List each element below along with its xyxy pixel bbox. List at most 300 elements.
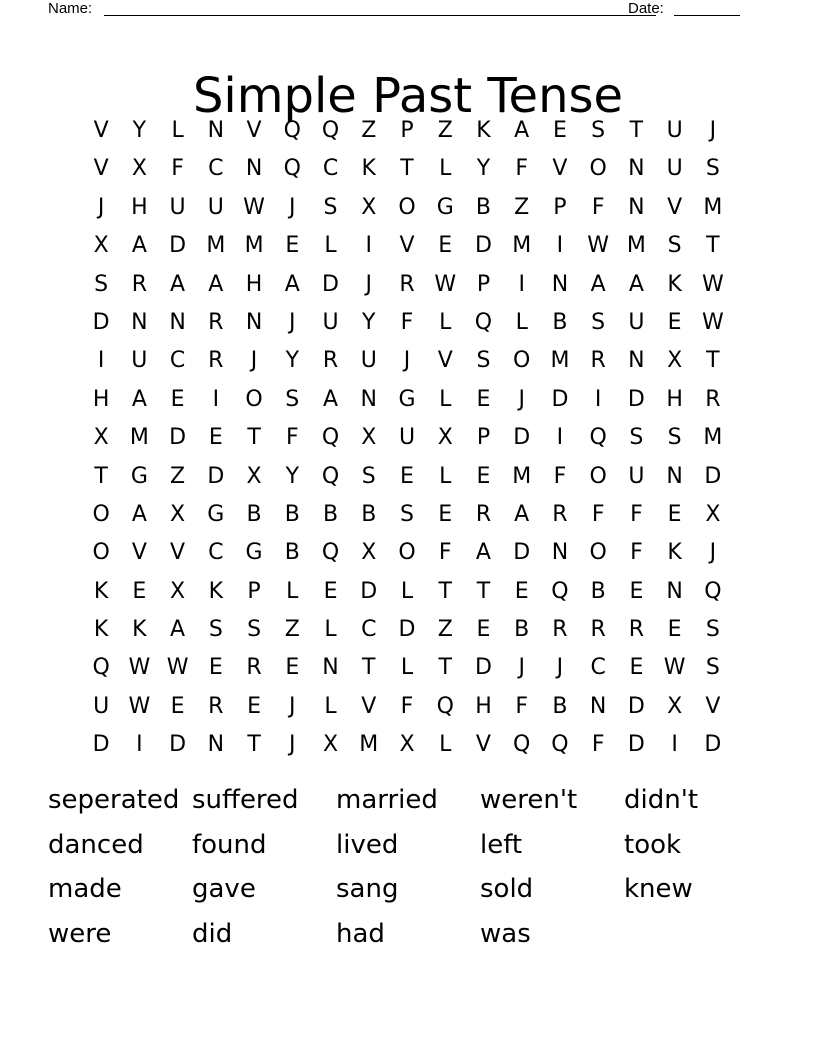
grid-letter[interactable]: J — [518, 655, 525, 681]
grid-letter[interactable]: E — [514, 578, 529, 604]
grid-letter[interactable]: Z — [284, 617, 300, 643]
grid-letter[interactable]: T — [247, 732, 261, 758]
grid-letter[interactable]: Q — [321, 118, 340, 143]
grid-letter[interactable]: D — [169, 233, 187, 259]
grid-letter[interactable]: G — [245, 540, 263, 566]
grid-letter[interactable]: K — [667, 271, 682, 297]
grid-letter[interactable]: F — [591, 501, 605, 527]
grid-letter[interactable]: T — [476, 578, 491, 604]
word-bank-item: weren't — [480, 785, 578, 815]
grid-letter[interactable]: A — [170, 617, 186, 643]
grid-letter[interactable]: F — [591, 732, 605, 758]
grid-letter[interactable]: T — [706, 233, 720, 259]
grid-letter[interactable]: X — [131, 156, 147, 182]
grid-letter[interactable]: S — [285, 386, 300, 412]
grid-letter[interactable]: X — [170, 501, 186, 527]
grid-letter[interactable]: B — [322, 501, 339, 527]
grid-letter[interactable]: E — [552, 118, 567, 143]
grid-letter[interactable]: S — [705, 655, 720, 681]
grid-letter[interactable]: O — [398, 194, 416, 220]
grid-letter[interactable]: N — [360, 386, 377, 412]
grid-letter[interactable]: U — [322, 309, 339, 335]
grid-letter[interactable]: H — [475, 693, 492, 719]
grid-letter[interactable]: S — [591, 118, 606, 143]
grid-letter[interactable]: X — [322, 732, 339, 758]
grid-letter[interactable]: V — [667, 194, 683, 220]
grid-letter[interactable]: P — [553, 194, 567, 220]
grid-letter[interactable]: F — [591, 194, 605, 220]
grid-letter[interactable]: G — [130, 463, 148, 489]
grid-letter[interactable]: L — [439, 463, 452, 489]
grid-letter[interactable]: M — [626, 233, 646, 259]
grid-letter[interactable]: X — [246, 463, 262, 489]
grid-letter[interactable]: B — [590, 578, 606, 604]
grid-letter[interactable]: V — [170, 540, 186, 566]
grid-row — [82, 342, 732, 380]
grid-letter[interactable]: E — [667, 501, 682, 527]
grid-letter[interactable]: A — [322, 386, 339, 412]
grid-letter[interactable]: C — [169, 348, 186, 374]
grid-letter[interactable]: L — [439, 386, 452, 412]
grid-letter[interactable]: I — [365, 233, 372, 259]
grid-letter[interactable]: U — [93, 693, 110, 719]
grid-letter[interactable]: L — [439, 309, 452, 335]
grid-letter[interactable]: E — [170, 693, 185, 719]
grid-letter[interactable]: X — [667, 693, 683, 719]
grid-letter[interactable]: V — [246, 118, 262, 143]
grid-letter[interactable]: Q — [551, 578, 569, 604]
grid-letter[interactable]: P — [400, 118, 414, 143]
grid-letter[interactable]: L — [400, 578, 414, 604]
grid-letter[interactable]: S — [476, 348, 491, 374]
grid-letter[interactable]: V — [705, 693, 721, 719]
grid-letter[interactable]: R — [628, 617, 645, 643]
grid-letter[interactable]: L — [439, 156, 452, 182]
grid-letter[interactable]: E — [247, 693, 261, 719]
grid-letter[interactable]: T — [94, 463, 108, 489]
grid-letter[interactable]: F — [171, 156, 184, 182]
grid-letter[interactable]: D — [704, 732, 722, 758]
grid-letter[interactable]: I — [556, 425, 564, 451]
grid-letter[interactable]: A — [208, 271, 224, 297]
grid-letter[interactable]: O — [589, 463, 607, 489]
grid-letter[interactable]: J — [289, 309, 296, 335]
grid-letter[interactable]: R — [208, 309, 224, 335]
grid-letter[interactable]: U — [360, 348, 377, 374]
grid-letter[interactable]: Q — [283, 118, 301, 143]
grid-letter[interactable]: V — [475, 732, 491, 758]
grid-letter[interactable]: L — [439, 732, 452, 758]
grid-letter[interactable]: I — [212, 386, 220, 412]
grid-letter[interactable]: W — [701, 309, 724, 335]
grid-letter[interactable]: I — [594, 386, 602, 412]
grid-letter[interactable]: N — [207, 118, 225, 143]
grid-letter[interactable]: A — [514, 501, 530, 527]
grid-letter[interactable]: L — [324, 693, 337, 719]
grid-letter[interactable]: L — [400, 655, 414, 681]
grid-letter[interactable]: N — [245, 309, 263, 335]
grid-letter[interactable]: N — [628, 156, 645, 182]
grid-letter[interactable]: B — [361, 501, 377, 527]
grid-letter[interactable]: O — [92, 501, 110, 527]
grid-letter[interactable]: R — [131, 271, 147, 297]
grid-letter[interactable]: L — [286, 578, 299, 604]
grid-letter[interactable]: F — [400, 693, 414, 719]
grid-letter[interactable]: D — [207, 463, 225, 489]
grid-letter[interactable]: K — [93, 578, 109, 604]
grid-letter[interactable]: E — [323, 578, 338, 604]
grid-letter[interactable]: M — [359, 732, 379, 758]
grid-letter[interactable]: J — [97, 194, 105, 220]
grid-letter[interactable]: M — [244, 233, 264, 259]
grid-letter[interactable]: S — [361, 463, 376, 489]
page-title: Simple Past Tense — [192, 68, 624, 125]
grid-letter[interactable]: I — [671, 732, 678, 758]
grid-letter[interactable]: O — [398, 540, 416, 566]
grid-letter[interactable]: B — [284, 501, 300, 527]
grid-letter[interactable]: D — [627, 386, 645, 412]
grid-letter[interactable]: N — [551, 540, 569, 566]
grid-letter[interactable]: H — [92, 386, 110, 412]
grid-letter[interactable]: X — [361, 194, 377, 220]
grid-letter[interactable]: R — [475, 501, 492, 527]
grid-letter[interactable]: Q — [92, 655, 110, 681]
grid-letter[interactable]: U — [628, 309, 645, 335]
grid-letter[interactable]: R — [590, 348, 606, 374]
grid-letter[interactable]: N — [207, 732, 225, 758]
grid-letter[interactable]: K — [208, 578, 224, 604]
grid-letter[interactable]: D — [169, 425, 187, 451]
grid-letter[interactable]: I — [97, 348, 105, 374]
grid-letter[interactable]: T — [629, 118, 644, 143]
grid-letter[interactable]: K — [361, 156, 376, 182]
grid-letter[interactable]: M — [129, 425, 149, 451]
grid-letter[interactable]: Q — [551, 732, 569, 758]
grid-letter[interactable]: X — [399, 732, 415, 758]
grid-letter[interactable]: S — [629, 425, 644, 451]
grid-letter[interactable]: U — [666, 156, 683, 182]
grid-letter[interactable]: F — [630, 540, 643, 566]
grid-letter[interactable]: M — [703, 194, 723, 220]
grid-letter[interactable]: N — [628, 194, 645, 220]
grid-letter[interactable]: R — [552, 501, 568, 527]
grid-letter[interactable]: U — [207, 194, 224, 220]
grid-letter[interactable]: R — [705, 386, 721, 412]
grid-letter[interactable]: J — [365, 271, 372, 297]
grid-letter[interactable]: E — [476, 463, 491, 489]
grid-letter[interactable]: R — [246, 655, 262, 681]
grid-letter[interactable]: K — [667, 540, 682, 566]
grid-letter[interactable]: D — [704, 463, 722, 489]
grid-letter[interactable]: T — [400, 156, 414, 182]
grid-letter[interactable]: X — [667, 348, 683, 374]
grid-letter[interactable]: E — [629, 578, 644, 604]
grid-letter[interactable]: F — [400, 309, 414, 335]
grid-letter[interactable]: Q — [321, 540, 340, 566]
grid-letter[interactable]: C — [208, 540, 224, 566]
grid-letter[interactable]: E — [285, 655, 300, 681]
grid-letter[interactable]: Y — [132, 118, 147, 143]
grid-letter[interactable]: Y — [285, 348, 300, 374]
grid-letter[interactable]: U — [666, 118, 683, 143]
grid-letter[interactable]: A — [284, 271, 300, 297]
grid-letter[interactable]: Z — [437, 617, 453, 643]
grid-row — [82, 381, 732, 419]
grid-letter[interactable]: Z — [437, 118, 453, 143]
grid-letter[interactable]: O — [589, 156, 607, 182]
grid-letter[interactable]: S — [400, 501, 414, 527]
grid-letter[interactable]: F — [515, 693, 529, 719]
grid-letter[interactable]: A — [131, 501, 147, 527]
grid-letter[interactable]: L — [324, 617, 337, 643]
grid-letter[interactable]: N — [666, 578, 683, 604]
grid-letter[interactable]: R — [208, 693, 224, 719]
grid-letter[interactable]: E — [476, 386, 491, 412]
grid-letter[interactable]: O — [513, 348, 531, 374]
grid-letter[interactable]: P — [476, 271, 491, 297]
grid-letter[interactable]: R — [590, 617, 606, 643]
grid-letter[interactable]: X — [170, 578, 186, 604]
grid-letter[interactable]: V — [437, 348, 453, 374]
grid-letter[interactable]: P — [476, 425, 491, 451]
grid-letter[interactable]: F — [553, 463, 567, 489]
grid-letter[interactable]: G — [436, 194, 454, 220]
grid-letter[interactable]: Z — [514, 194, 530, 220]
grid-letter[interactable]: E — [629, 655, 644, 681]
grid-letter[interactable]: D — [513, 540, 531, 566]
grid-letter[interactable]: X — [437, 425, 453, 451]
grid-letter[interactable]: D — [474, 233, 492, 259]
grid-letter[interactable]: O — [92, 540, 110, 566]
grid-letter[interactable]: I — [136, 732, 143, 758]
word-bank-item: knew — [624, 874, 693, 905]
grid-letter[interactable]: K — [476, 118, 491, 143]
grid-letter[interactable]: W — [128, 693, 151, 719]
grid-letter[interactable]: W — [243, 194, 265, 220]
grid-letter[interactable]: M — [550, 348, 570, 374]
grid-letter[interactable]: J — [289, 194, 296, 220]
grid-letter[interactable]: D — [169, 732, 187, 758]
grid-letter[interactable]: X — [361, 540, 377, 566]
grid-letter[interactable]: L — [171, 118, 184, 143]
grid-letter[interactable]: X — [361, 425, 377, 451]
grid-letter[interactable]: F — [630, 501, 643, 527]
grid-letter[interactable]: I — [518, 271, 525, 297]
grid-letter[interactable]: S — [705, 156, 720, 182]
grid-letter[interactable]: D — [627, 693, 645, 719]
grid-letter[interactable]: B — [284, 540, 300, 566]
grid-letter[interactable]: S — [667, 233, 682, 259]
grid-letter[interactable]: O — [589, 540, 607, 566]
grid-letter[interactable]: N — [245, 156, 263, 182]
grid-letter[interactable]: E — [208, 655, 223, 681]
grid-letter[interactable]: C — [208, 156, 224, 182]
grid-letter[interactable]: S — [667, 425, 682, 451]
grid-letter[interactable]: Q — [436, 693, 454, 719]
name-line[interactable] — [104, 15, 656, 16]
grid-letter[interactable]: V — [399, 233, 415, 259]
grid-letter[interactable]: X — [93, 425, 109, 451]
grid-letter[interactable]: S — [94, 271, 109, 297]
grid-letter[interactable]: P — [247, 578, 261, 604]
grid-letter[interactable]: J — [518, 386, 525, 412]
grid-letter[interactable]: J — [556, 655, 564, 681]
word-bank — [48, 778, 768, 957]
grid-letter[interactable]: R — [399, 271, 415, 297]
grid-letter[interactable]: B — [475, 194, 491, 220]
grid-letter[interactable]: C — [322, 156, 339, 182]
grid-letter[interactable]: U — [398, 425, 416, 451]
grid-letter[interactable]: A — [131, 386, 147, 412]
grid-letter[interactable]: E — [667, 309, 682, 335]
grid-letter[interactable]: N — [551, 271, 569, 297]
grid-letter[interactable]: D — [474, 655, 492, 681]
grid-letter[interactable]: M — [206, 233, 226, 259]
grid-letter[interactable]: R — [552, 617, 568, 643]
grid-letter[interactable]: S — [323, 194, 338, 220]
date-line[interactable] — [674, 15, 740, 16]
grid-letter[interactable]: F — [515, 156, 529, 182]
grid-letter[interactable]: W — [701, 271, 724, 297]
grid-letter[interactable]: D — [551, 386, 569, 412]
grid-letter[interactable]: E — [132, 578, 147, 604]
grid-letter[interactable]: V — [93, 118, 109, 143]
grid-letter[interactable]: H — [131, 194, 148, 220]
grid-letter[interactable]: C — [361, 617, 377, 643]
grid-letter[interactable]: N — [628, 348, 645, 374]
grid-letter[interactable]: Z — [170, 463, 186, 489]
grid-letter[interactable]: N — [131, 309, 148, 335]
grid-letter[interactable]: M — [512, 233, 532, 259]
grid-letter[interactable]: Z — [361, 118, 377, 143]
grid-letter[interactable]: N — [666, 463, 683, 489]
grid-row — [82, 227, 732, 265]
grid-letter[interactable]: D — [627, 732, 645, 758]
grid-letter[interactable]: B — [552, 693, 568, 719]
grid-letter[interactable]: T — [247, 425, 261, 451]
grid-letter[interactable]: K — [132, 617, 147, 643]
grid-letter[interactable]: A — [514, 118, 530, 143]
grid-letter[interactable]: A — [590, 271, 606, 297]
grid-letter[interactable]: X — [93, 233, 109, 259]
grid-letter[interactable]: E — [438, 501, 453, 527]
grid-letter[interactable]: Q — [589, 425, 607, 451]
grid-letter[interactable]: V — [131, 540, 147, 566]
grid-letter[interactable]: Q — [321, 463, 340, 489]
grid-letter[interactable]: S — [705, 617, 720, 643]
grid-letter[interactable]: X — [705, 501, 721, 527]
grid-letter[interactable]: H — [245, 271, 263, 297]
grid-letter[interactable]: N — [589, 693, 607, 719]
grid-letter[interactable]: E — [667, 617, 682, 643]
grid-letter[interactable]: B — [552, 309, 568, 335]
grid-letter[interactable]: A — [475, 540, 491, 566]
grid-letter[interactable]: M — [703, 425, 723, 451]
grid-letter[interactable]: W — [128, 655, 151, 681]
grid-letter[interactable]: U — [131, 348, 148, 374]
grid-letter[interactable]: O — [245, 386, 263, 412]
grid-letter[interactable]: M — [512, 463, 532, 489]
grid-letter[interactable]: D — [360, 578, 378, 604]
grid-letter[interactable]: D — [92, 732, 110, 758]
grid-letter[interactable]: V — [552, 156, 568, 182]
grid-letter[interactable]: H — [666, 386, 683, 412]
grid-letter[interactable]: L — [515, 309, 528, 335]
name-label: Name: — [48, 0, 93, 17]
grid-letter[interactable]: V — [361, 693, 377, 719]
grid-letter[interactable]: B — [514, 617, 530, 643]
grid-letter[interactable]: B — [246, 501, 262, 527]
grid-letter[interactable]: G — [398, 386, 416, 412]
grid-letter[interactable]: D — [92, 309, 110, 335]
grid-letter[interactable]: W — [166, 655, 189, 681]
grid-letter[interactable]: D — [398, 617, 416, 643]
grid-letter[interactable]: A — [131, 233, 147, 259]
grid-letter[interactable]: J — [250, 348, 258, 374]
grid-letter[interactable]: F — [438, 540, 452, 566]
grid-letter[interactable]: Q — [474, 309, 493, 335]
grid-letter[interactable]: Q — [513, 732, 531, 758]
grid-letter[interactable]: U — [628, 463, 645, 489]
grid-letter[interactable]: J — [709, 118, 717, 143]
grid-letter[interactable]: U — [169, 194, 186, 220]
grid-letter[interactable]: N — [322, 655, 339, 681]
grid-letter[interactable]: Q — [321, 425, 340, 451]
grid-letter[interactable]: W — [587, 233, 610, 259]
grid-letter[interactable]: W — [434, 271, 457, 297]
grid-letter[interactable]: R — [208, 348, 224, 374]
grid-letter[interactable]: T — [362, 655, 376, 681]
grid-letter[interactable]: A — [170, 271, 186, 297]
grid-letter[interactable]: R — [322, 348, 339, 374]
grid-letter[interactable]: E — [400, 463, 414, 489]
grid-letter[interactable]: Y — [476, 156, 491, 182]
grid-letter[interactable]: J — [709, 540, 717, 566]
grid-letter[interactable]: Q — [704, 578, 722, 604]
grid-row — [82, 726, 732, 764]
grid-letter[interactable]: S — [247, 617, 262, 643]
grid-letter[interactable]: Y — [285, 463, 300, 489]
grid-letter[interactable]: E — [438, 233, 453, 259]
grid-letter[interactable]: E — [476, 617, 491, 643]
grid-letter[interactable]: J — [403, 348, 411, 374]
grid-letter[interactable]: V — [93, 156, 109, 182]
grid-letter[interactable]: S — [208, 617, 223, 643]
grid-letter[interactable]: Y — [362, 309, 376, 335]
grid-letter[interactable]: F — [285, 425, 299, 451]
grid-letter[interactable]: E — [170, 386, 185, 412]
grid-letter[interactable]: J — [289, 693, 296, 719]
grid-letter[interactable]: N — [169, 309, 186, 335]
grid-letter[interactable]: A — [628, 271, 644, 297]
grid-letter[interactable]: E — [285, 233, 300, 259]
grid-letter[interactable]: Q — [283, 156, 301, 182]
grid-letter[interactable]: K — [93, 617, 109, 643]
grid-letter[interactable]: S — [591, 309, 606, 335]
grid-letter[interactable]: G — [207, 501, 225, 527]
grid-letter[interactable]: D — [513, 425, 531, 451]
grid-letter[interactable]: E — [208, 425, 223, 451]
grid-letter[interactable]: C — [590, 655, 606, 681]
grid-letter[interactable]: T — [706, 348, 720, 374]
grid-letter[interactable]: I — [556, 233, 564, 259]
grid-letter[interactable]: T — [438, 655, 452, 681]
grid-letter[interactable]: T — [438, 578, 452, 604]
grid-letter[interactable]: W — [663, 655, 686, 681]
grid-letter[interactable]: D — [322, 271, 339, 297]
grid-letter[interactable]: L — [324, 233, 337, 259]
grid-letter[interactable]: J — [289, 732, 296, 758]
